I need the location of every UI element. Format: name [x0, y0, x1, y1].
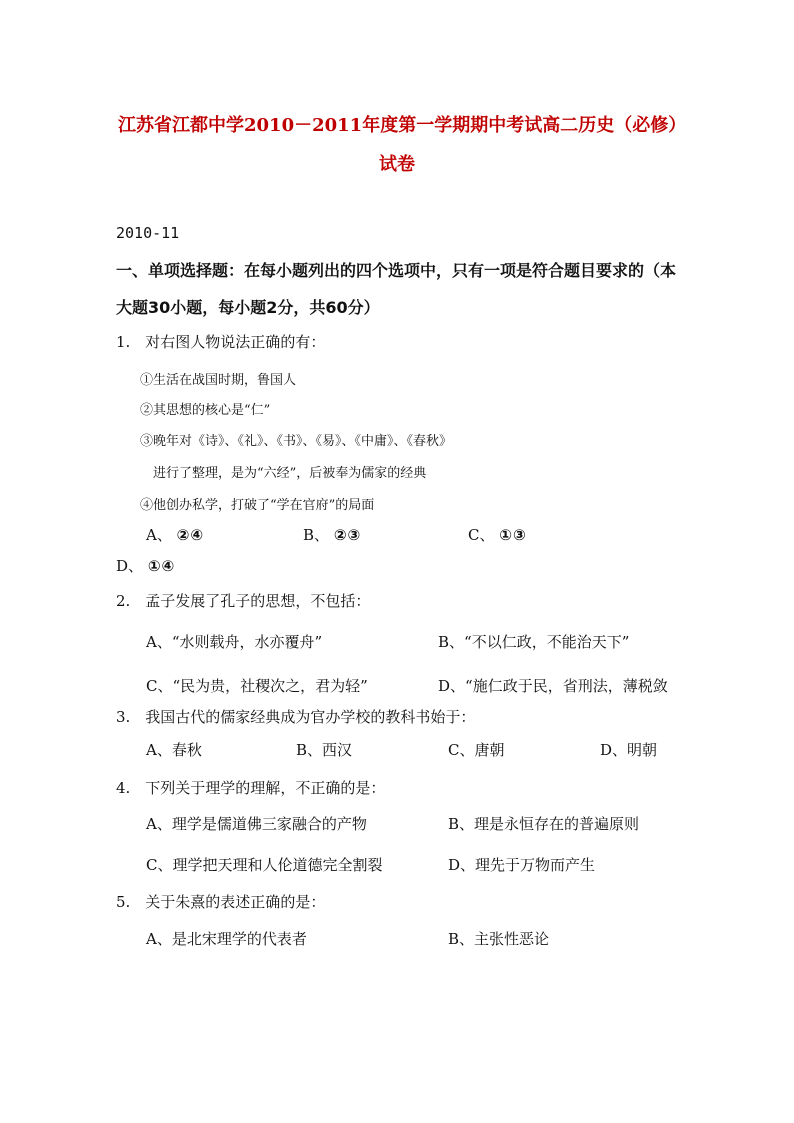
option-value: ①④ [147, 557, 176, 575]
question-2-option-b[interactable]: B、“不以仁政，不能治天下” [438, 633, 630, 651]
question-1-statement-3-cont: 进行了整理，是为“六经”，后被奉为儒家的经典 [153, 466, 427, 481]
section-heading-line2: 大题30小题，每小题2分，共60分） [116, 298, 380, 317]
question-5-option-a[interactable]: A、是北宋理学的代表者 [146, 930, 307, 948]
question-2-option-c[interactable]: C、“民为贵，社稷次之，君为轻” [146, 677, 368, 695]
question-3-option-b[interactable]: B、西汉 [296, 741, 353, 759]
question-1-option-b[interactable] [303, 524, 361, 545]
question-4-option-a[interactable]: A、理学是儒道佛三家融合的产物 [146, 815, 367, 833]
question-3-stem: 3. 我国古代的儒家经典成为官办学校的教科书始于： [116, 708, 476, 726]
option-label: A、 [146, 526, 172, 544]
question-4-option-b[interactable]: B、理是永恒存在的普遍原则 [448, 815, 640, 833]
question-2-option-a[interactable]: A、“水则载舟，水亦覆舟” [146, 633, 323, 651]
question-1-statement-3: ③晚年对《诗》、《礼》、《书》、《易》、《中庸》、《春秋》 [140, 434, 453, 449]
question-1-statement-4: ④他创办私学，打破了“学在官府”的局面 [140, 498, 375, 513]
question-1-option-d[interactable] [116, 555, 175, 576]
question-1-option-c[interactable] [468, 524, 527, 545]
page-title: 江苏省江都中学2010－2011年度第一学期期中考试高二历史（必修） [118, 115, 687, 136]
exam-date: 2010-11 [116, 224, 180, 242]
option-label: D、 [116, 557, 144, 575]
question-1-stem: 1. 对右图人物说法正确的有： [116, 333, 326, 351]
question-2-option-d[interactable]: D、“施仁政于民，省刑法，薄税敛 [438, 677, 668, 695]
question-4-option-c[interactable]: C、理学把天理和人伦道德完全割裂 [146, 856, 383, 874]
option-value: ①③ [499, 526, 527, 544]
question-1-option-a[interactable] [146, 524, 204, 545]
question-5-stem: 5. 关于朱熹的表述正确的是： [116, 893, 326, 911]
section-heading: 一、单项选择题：在每小题列出的四个选项中，只有一项是符合题目要求的（本 [116, 261, 677, 280]
page-title-line2: 试卷 [379, 154, 415, 175]
question-3-option-d[interactable]: D、明朝 [600, 741, 658, 759]
question-4-option-d[interactable]: D、理先于万物而产生 [448, 856, 596, 874]
question-1-statement-1: ①生活在战国时期，鲁国人 [140, 373, 297, 388]
question-3-option-c[interactable]: C、唐朝 [448, 741, 505, 759]
question-3-option-a[interactable]: A、春秋 [146, 741, 202, 759]
question-2-stem: 2. 孟子发展了孔子的思想，不包括： [116, 592, 371, 610]
option-value: ②③ [333, 526, 362, 544]
question-5-option-b[interactable]: B、主张性恶论 [448, 930, 550, 948]
question-1-statement-2: ②其思想的核心是“仁” [140, 403, 271, 418]
option-label: C、 [468, 526, 495, 544]
option-value: ②④ [176, 526, 205, 544]
option-label: B、 [303, 526, 330, 544]
question-4-stem: 4. 下列关于理学的理解，不正确的是： [116, 779, 386, 797]
